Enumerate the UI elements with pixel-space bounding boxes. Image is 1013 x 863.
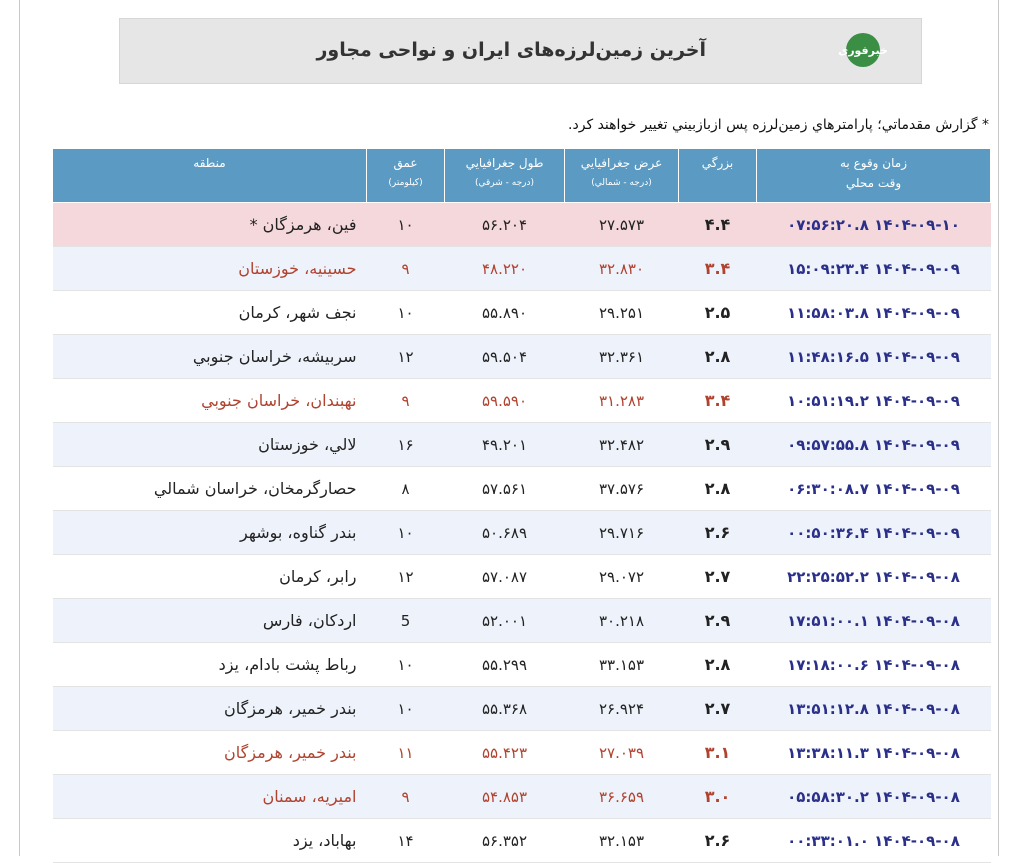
- cell-latitude: ۳۶.۶۵۹: [565, 775, 679, 819]
- cell-region: بندر خمير، هرمزگان: [53, 687, 367, 731]
- cell-longitude: ۵۵.۸۹۰: [445, 291, 565, 335]
- cell-region: لالي، خوزستان: [53, 423, 367, 467]
- cell-latitude: ۳۲.۸۳۰: [565, 247, 679, 291]
- cell-time: ۱۴۰۴-۰۹-۰۸ ۱۷:۵۱:۰۰.۱: [757, 599, 991, 643]
- depth-header-label: عمق: [393, 156, 418, 170]
- time-header-line2: وقت محلي: [845, 176, 902, 190]
- page-border-right: [998, 0, 999, 856]
- cell-latitude: ۲۶.۹۲۴: [565, 687, 679, 731]
- time-header-line1: زمان وقوع به: [840, 156, 907, 170]
- cell-time: ۱۴۰۴-۰۹-۰۹ ۰۹:۵۷:۵۵.۸: [757, 423, 991, 467]
- col-header-depth: [367, 149, 445, 203]
- cell-region: نجف شهر، كرمان: [53, 291, 367, 335]
- cell-region: اميريه، سمنان: [53, 775, 367, 819]
- cell-longitude: ۴۹.۲۰۱: [445, 423, 565, 467]
- page-title: آخرین زمین‌لرزه‌های ایران و نواحی مجاور: [316, 39, 706, 61]
- cell-time: ۱۴۰۴-۰۹-۰۸ ۱۳:۵۱:۱۲.۸: [757, 687, 991, 731]
- cell-magnitude: ۳.۴: [679, 247, 757, 291]
- cell-longitude: ۵۶.۳۵۲: [445, 819, 565, 863]
- cell-latitude: ۳۲.۴۸۲: [565, 423, 679, 467]
- cell-longitude: ۵۷.۰۸۷: [445, 555, 565, 599]
- cell-region: رباط پشت بادام، يزد: [53, 643, 367, 687]
- cell-region: فين، هرمزگان *: [53, 203, 367, 247]
- cell-depth: ۹: [367, 379, 445, 423]
- cell-region: حصارگرمخان، خراسان شمالي: [53, 467, 367, 511]
- cell-region: رابر، كرمان: [53, 555, 367, 599]
- table-row[interactable]: [53, 775, 991, 819]
- cell-magnitude: ۳.۴: [679, 379, 757, 423]
- cell-latitude: ۳۲.۱۵۳: [565, 819, 679, 863]
- cell-depth: ۱۲: [367, 555, 445, 599]
- table-row[interactable]: [53, 511, 991, 555]
- cell-depth: ۹: [367, 247, 445, 291]
- mag-header-label: بزرگي: [701, 156, 734, 170]
- cell-time: ۱۴۰۴-۰۹-۰۹ ۰۶:۳۰:۰۸.۷: [757, 467, 991, 511]
- table-row[interactable]: [53, 291, 991, 335]
- cell-latitude: ۳۱.۲۸۳: [565, 379, 679, 423]
- cell-magnitude: ۳.۱: [679, 731, 757, 775]
- cell-time: ۱۴۰۴-۰۹-۰۹ ۱۱:۴۸:۱۶.۵: [757, 335, 991, 379]
- cell-latitude: ۳۳.۱۵۳: [565, 643, 679, 687]
- cell-depth: ۱۲: [367, 335, 445, 379]
- cell-latitude: ۲۹.۰۷۲: [565, 555, 679, 599]
- table-row[interactable]: [53, 203, 991, 247]
- cell-magnitude: ۲.۸: [679, 643, 757, 687]
- cell-time: ۱۴۰۴-۰۹-۰۹ ۱۵:۰۹:۲۳.۴: [757, 247, 991, 291]
- lat-header-unit: (درجه - شمالي): [591, 178, 652, 188]
- cell-depth: ۱۴: [367, 819, 445, 863]
- cell-region: اردكان، فارس: [53, 599, 367, 643]
- cell-time: ۱۴۰۴-۰۹-۰۸ ۲۲:۲۵:۵۲.۲: [757, 555, 991, 599]
- cell-depth: ۱۰: [367, 291, 445, 335]
- cell-magnitude: ۲.۷: [679, 687, 757, 731]
- cell-time: ۱۴۰۴-۰۹-۰۸ ۰۰:۳۳:۰۱.۰: [757, 819, 991, 863]
- cell-magnitude: ۲.۹: [679, 423, 757, 467]
- cell-region: حسينيه، خوزستان: [53, 247, 367, 291]
- table-row[interactable]: [53, 423, 991, 467]
- region-header-label: منطقه: [193, 156, 226, 170]
- cell-latitude: ۳۲.۳۶۱: [565, 335, 679, 379]
- cell-region: بندر گناوه، بوشهر: [53, 511, 367, 555]
- cell-magnitude: ۲.۶: [679, 819, 757, 863]
- cell-longitude: ۵۵.۴۲۳: [445, 731, 565, 775]
- cell-time: ۱۴۰۴-۰۹-۰۸ ۰۵:۵۸:۳۰.۲: [757, 775, 991, 819]
- cell-time: ۱۴۰۴-۰۹-۰۹ ۱۱:۵۸:۰۳.۸: [757, 291, 991, 335]
- cell-longitude: ۵۰.۶۸۹: [445, 511, 565, 555]
- cell-longitude: ۴۸.۲۲۰: [445, 247, 565, 291]
- table-row[interactable]: [53, 599, 991, 643]
- table-row[interactable]: [53, 731, 991, 775]
- cell-longitude: ۵۹.۵۹۰: [445, 379, 565, 423]
- col-header-magnitude: [679, 149, 757, 203]
- cell-depth: ۸: [367, 467, 445, 511]
- cell-depth: ۱۰: [367, 687, 445, 731]
- col-header-latitude: [565, 149, 679, 203]
- col-header-time: [757, 149, 991, 203]
- table-row[interactable]: [53, 335, 991, 379]
- cell-region: بهاباد، يزد: [53, 819, 367, 863]
- cell-region: نهبندان، خراسان جنوبي: [53, 379, 367, 423]
- lat-header-label: عرض جغرافيايي: [580, 156, 663, 170]
- col-header-region: [53, 149, 367, 203]
- cell-time: ۱۴۰۴-۰۹-۰۹ ۰۰:۵۰:۳۶.۴: [757, 511, 991, 555]
- table-header-row: [53, 149, 991, 203]
- title-banner: [119, 18, 922, 84]
- cell-magnitude: ۳.۰: [679, 775, 757, 819]
- logo-text: خبرفوری: [838, 43, 888, 57]
- cell-region: بندر خمير، هرمزگان: [53, 731, 367, 775]
- khabarfori-logo[interactable]: [838, 33, 888, 67]
- page-border-left: [19, 0, 20, 856]
- cell-magnitude: ۲.۶: [679, 511, 757, 555]
- cell-longitude: ۵۷.۵۶۱: [445, 467, 565, 511]
- cell-latitude: ۲۷.۰۳۹: [565, 731, 679, 775]
- cell-magnitude: ۲.۹: [679, 599, 757, 643]
- cell-depth: ۱۱: [367, 731, 445, 775]
- cell-longitude: ۵۶.۲۰۴: [445, 203, 565, 247]
- cell-time: ۱۴۰۴-۰۹-۰۸ ۱۳:۳۸:۱۱.۳: [757, 731, 991, 775]
- cell-magnitude: ۲.۸: [679, 335, 757, 379]
- earthquake-table: [52, 148, 991, 863]
- cell-longitude: ۵۵.۲۹۹: [445, 643, 565, 687]
- table-row[interactable]: [53, 467, 991, 511]
- lon-header-label: طول جغرافيايي: [465, 156, 544, 170]
- table-row[interactable]: [53, 687, 991, 731]
- table-row[interactable]: [53, 379, 991, 423]
- cell-latitude: ۲۹.۷۱۶: [565, 511, 679, 555]
- cell-latitude: ۲۷.۵۷۳: [565, 203, 679, 247]
- cell-magnitude: ۲.۸: [679, 467, 757, 511]
- table-row[interactable]: [53, 247, 991, 291]
- cell-latitude: ۲۹.۲۵۱: [565, 291, 679, 335]
- cell-latitude: ۳۷.۵۷۶: [565, 467, 679, 511]
- cell-depth: ۱۰: [367, 643, 445, 687]
- cell-magnitude: ۴.۴: [679, 203, 757, 247]
- preliminary-note: * گزارش مقدماتي؛ پارامترهاي زمين‌لرزه پس ازبازبيني تغيير خواهند كرد.: [568, 117, 989, 133]
- cell-longitude: ۵۹.۵۰۴: [445, 335, 565, 379]
- cell-depth: ۱۰: [367, 511, 445, 555]
- cell-depth: ۱۶: [367, 423, 445, 467]
- cell-depth: 5: [367, 599, 445, 643]
- cell-time: ۱۴۰۴-۰۹-۰۹ ۱۰:۵۱:۱۹.۲: [757, 379, 991, 423]
- cell-longitude: ۵۲.۰۰۱: [445, 599, 565, 643]
- table-row[interactable]: [53, 555, 991, 599]
- cell-magnitude: ۲.۷: [679, 555, 757, 599]
- cell-longitude: ۵۴.۸۵۳: [445, 775, 565, 819]
- cell-longitude: ۵۵.۳۶۸: [445, 687, 565, 731]
- cell-latitude: ۳۰.۲۱۸: [565, 599, 679, 643]
- cell-time: ۱۴۰۴-۰۹-۰۸ ۱۷:۱۸:۰۰.۶: [757, 643, 991, 687]
- depth-header-unit: (كيلومتر): [388, 178, 423, 188]
- cell-time: ۱۴۰۴-۰۹-۱۰ ۰۷:۵۶:۲۰.۸: [757, 203, 991, 247]
- cell-depth: ۹: [367, 775, 445, 819]
- cell-depth: ۱۰: [367, 203, 445, 247]
- cell-magnitude: ۲.۵: [679, 291, 757, 335]
- col-header-longitude: [445, 149, 565, 203]
- cell-region: سربيشه، خراسان جنوبي: [53, 335, 367, 379]
- lon-header-unit: (درجه - شرقي): [474, 178, 535, 188]
- table-row[interactable]: [53, 643, 991, 687]
